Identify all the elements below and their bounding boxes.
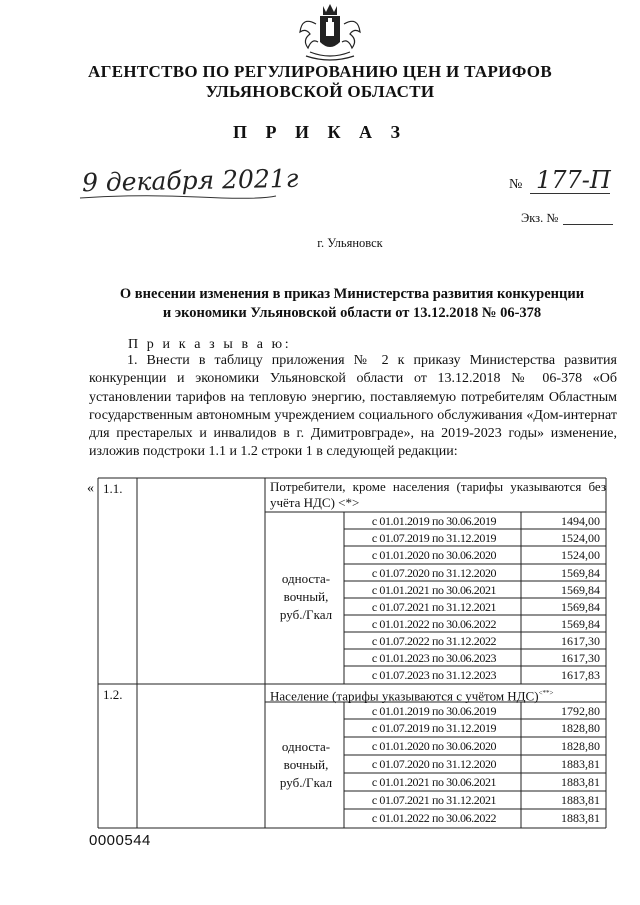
period-cell: с 01.07.2019 по 31.12.2019 [371, 721, 497, 735]
document-serial-number: 0000544 [89, 832, 151, 849]
period-cell: с 01.07.2021 по 31.12.2021 [371, 600, 497, 614]
tariff-value: 1569,84 [561, 583, 600, 597]
row-description: Потребители, кроме населения (тарифы указываются без учёта НДС) <*> [270, 479, 606, 510]
unit-line: вочный, [283, 589, 329, 604]
footnote-mark: <**> [538, 689, 554, 697]
tariff-value: 1883,81 [561, 793, 600, 807]
tariff-value: 1569,84 [561, 600, 600, 614]
row-number: 1.1. [103, 481, 123, 496]
row-number: 1.2. [103, 687, 123, 702]
tariff-value: 1494,00 [561, 514, 600, 528]
open-quote: « [87, 481, 94, 496]
city: г. Ульяновск [317, 236, 383, 250]
tariff-value: 1569,84 [561, 566, 600, 580]
period-cell: с 01.01.2021 по 30.06.2021 [371, 775, 497, 789]
unit-of-measure [268, 570, 344, 624]
period-cell: с 01.07.2023 по 31.12.2023 [371, 668, 497, 682]
tariff-value: 1617,83 [561, 668, 600, 682]
handwritten-order-number: 177-П [536, 166, 611, 194]
unit-of-measure [268, 738, 344, 792]
unit-line: вочный, [283, 757, 329, 772]
tariff-value: 1524,00 [561, 548, 600, 562]
order-paragraph: 1. Внести в таблицу приложения № 2 к приказу Министерства развития конкуренции и экономики Ульяновской области от 13.12.2018 № 06-378 «Об установлении тарифов на тепловую энергию, поставляемую потребителям Областным государственным автономным учреждением социального обслуживания «Дом-интернат для престарелых и инвалидов в г. Димитровграде», на 2019-2023 годы» изменение, изложив подстроки 1.1 и 1.2 строки 1 в следующей редакции: [89, 353, 617, 460]
order-number-label: № [509, 177, 523, 192]
subject-line-2: и экономики Ульяновской области от 13.12.2018 № 06-378 [162, 305, 542, 321]
row-description [270, 685, 606, 704]
period-cell: с 01.07.2019 по 31.12.2019 [371, 531, 497, 545]
subject-line-1: О внесении изменения в приказ Министерства развития конкуренции [119, 286, 585, 302]
period-cell: с 01.01.2022 по 30.06.2022 [371, 811, 497, 825]
period-cell: с 01.01.2020 по 30.06.2020 [371, 548, 497, 562]
copy-number-label: Экз. № [521, 211, 559, 225]
order-title: П Р И К А З [232, 122, 408, 142]
decree-word: П р и к а з ы в а ю: [128, 337, 292, 352]
tariff-value: 1617,30 [561, 651, 600, 665]
tariff-value: 1883,81 [561, 775, 600, 789]
tariff-value: 1828,80 [561, 739, 600, 753]
unit-line: руб./Гкал [279, 607, 333, 622]
period-cell: с 01.07.2020 по 31.12.2020 [371, 566, 497, 580]
row-description-text: Население (тарифы указываются с учётом НДС) [270, 688, 539, 704]
unit-line: руб./Гкал [279, 775, 333, 790]
tariff-value: 1883,81 [561, 811, 600, 825]
unit-line: односта- [281, 739, 331, 754]
period-cell: с 01.01.2023 по 30.06.2023 [371, 651, 497, 665]
handwritten-date: 9 декабря 2021г [81, 163, 299, 198]
period-cell: с 01.01.2021 по 30.06.2021 [371, 583, 497, 597]
tariff-value: 1828,80 [561, 721, 600, 735]
tariff-value: 1524,00 [561, 531, 600, 545]
period-cell: с 01.01.2019 по 30.06.2019 [371, 514, 497, 528]
tariff-value: 1883,81 [561, 757, 600, 771]
agency-name-line-1: АГЕНТСТВО ПО РЕГУЛИРОВАНИЮ ЦЕН И ТАРИФОВ [88, 62, 552, 81]
unit-line: односта- [281, 571, 331, 586]
tariff-value: 1569,84 [561, 617, 600, 631]
period-cell: с 01.07.2022 по 31.12.2022 [371, 634, 497, 648]
period-cell: с 01.07.2020 по 31.12.2020 [371, 757, 497, 771]
tariff-value: 1792,80 [561, 704, 600, 718]
period-cell: с 01.01.2022 по 30.06.2022 [371, 617, 497, 631]
tariff-value: 1617,30 [561, 634, 600, 648]
period-cell: с 01.01.2019 по 30.06.2019 [371, 704, 497, 718]
period-cell: с 01.07.2021 по 31.12.2021 [371, 793, 497, 807]
period-cell: с 01.01.2020 по 30.06.2020 [371, 739, 497, 753]
agency-name-line-2: УЛЬЯНОВСКОЙ ОБЛАСТИ [205, 82, 435, 101]
